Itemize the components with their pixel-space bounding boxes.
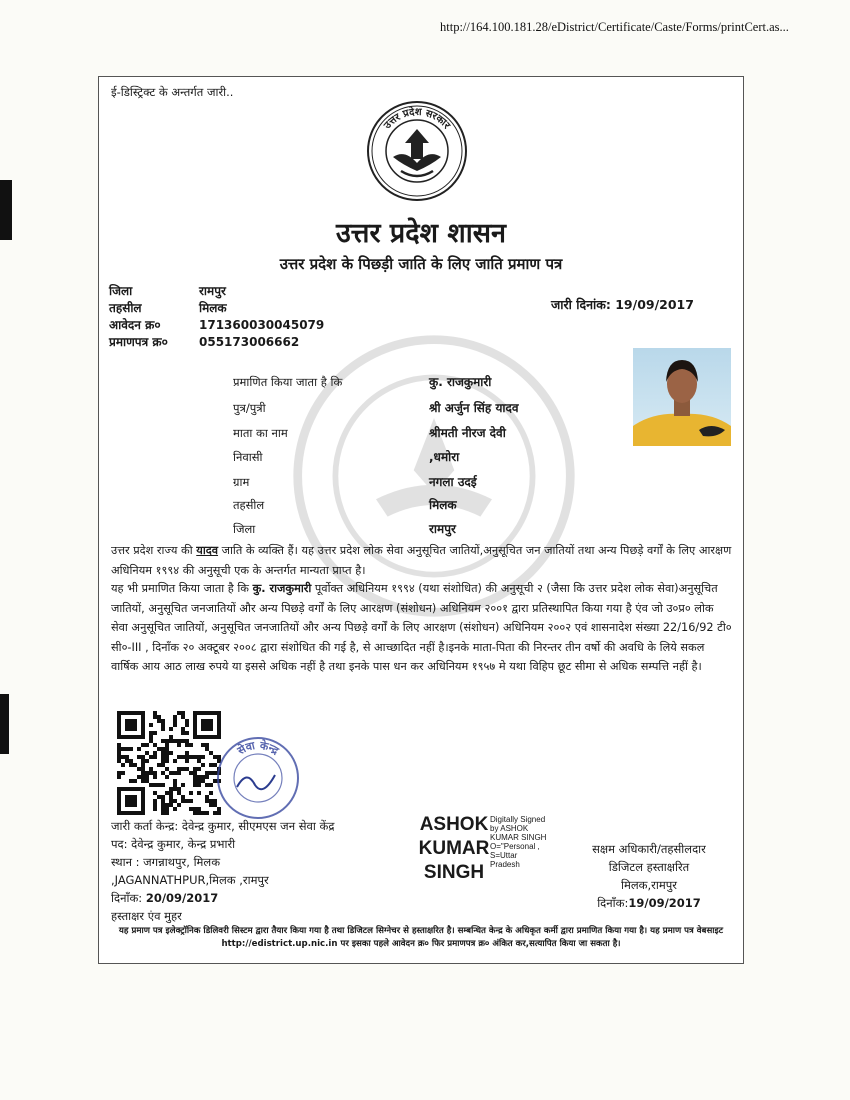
scan-edge-mark	[0, 180, 12, 240]
detail-label-mother: माता का नाम	[233, 426, 288, 440]
detail-label-certified-that: प्रमाणित किया जाता है कि	[233, 375, 343, 389]
authority-date: दिनाँक:19/09/2017	[597, 896, 701, 910]
detail-value-mother: श्रीमती नीरज देवी	[429, 426, 506, 440]
authority-place: मिलक,रामपुर	[621, 878, 677, 892]
meta-tehsil: तहसील मिलक	[109, 301, 227, 315]
certified-name: कु. राजकुमारी	[252, 582, 312, 595]
issuer-sign-label: हस्ताक्षर एंव मुहर	[111, 909, 182, 923]
detail-value-name: कु. राजकुमारी	[429, 375, 492, 389]
certificate-subheading: उत्तर प्रदेश के पिछड़ी जाति के लिए जाति प्रमाण पत्र	[279, 255, 563, 273]
issuer-center: जारी कर्ता केन्द्र: देवेन्द्र कुमार, सीएमएस जन सेवा केंद्र	[111, 819, 335, 833]
detail-value-resident: ,धमोरा	[429, 450, 460, 464]
detail-value-village: नगला उदई	[429, 475, 477, 489]
authority-title: सक्षम अधिकारी/तहसीलदार	[592, 842, 706, 856]
detail-label-tehsil: तहसील	[233, 498, 265, 512]
meta-certificate-number: प्रमाणपत्र क्र० 055173006662	[109, 335, 300, 349]
applicant-photo	[633, 348, 731, 446]
certificate-heading: उत्तर प्रदेश शासन	[336, 218, 506, 249]
digital-signature-details: Digitally Signed by ASHOK KUMAR SINGH O="Personal , S=Uttar Pradesh	[490, 815, 547, 869]
print-url: http://164.100.181.28/eDistrict/Certificate/Caste/Forms/printCert.as...	[440, 20, 789, 34]
detail-value-father: श्री अर्जुन सिंह यादव	[429, 401, 519, 415]
detail-label-village: ग्राम	[233, 475, 250, 489]
issuer-address: ,JAGANNATHPUR,मिलक ,रामपुर	[111, 873, 269, 887]
caste-statement: उत्तर प्रदेश राज्य की यादव जाति के व्यक्ति हैं। यह उत्तर प्रदेश लोक सेवा अनुसूचित जातियों,अनुसूचित जन जातियों तथा अन्य पिछड़े वर्गों के लिए आरक्षण अधिनियम १९९४ की अनुसूची एक के अन्तर्गत मान्यता प्राप्त है।	[111, 544, 732, 577]
issue-date: जारी दिनांक: 19/09/2017	[551, 297, 694, 312]
scan-edge-mark	[0, 694, 9, 754]
issuer-place: स्थान : जगन्नाथपुर, मिलक	[111, 855, 221, 869]
issuer-designation: पद: देवेन्द्र कुमार, केन्द्र प्रभारी	[111, 837, 236, 851]
issued-under-label: ई-डिस्ट्रिक्ट के अन्तर्गत जारी..	[111, 85, 234, 99]
detail-label-district: जिला	[233, 522, 256, 536]
applicant-portrait-icon	[633, 348, 731, 446]
detail-value-tehsil: मिलक	[429, 498, 457, 512]
verification-footer: यह प्रमाण पत्र इलेक्ट्रॉनिक डिलिवरी सिस्टम द्वारा तैयार किया गया है तथा डिजिटल सिग्नेचर से हस्ताक्षरित है। सम्बन्धित केन्द्र के अधिकृत कर्मी द्वारा प्रमाणित किया गया है। यह प्रमाण पत्र वेबसाइट http://edistrict.up.nic.in पर इसका पहले आवेदन क्र० फिर प्रमाणपत्र क्र० अंकित कर,सत्यापित किया जा सकता है।	[118, 926, 724, 949]
up-government-emblem-icon	[365, 99, 469, 203]
qr-code	[117, 711, 221, 815]
detail-value-district: रामपुर	[429, 522, 456, 536]
digital-signature-name: ASHOK KUMAR SINGH	[418, 814, 490, 883]
meta-district: जिला रामपुर	[109, 284, 226, 298]
detail-label-resident: निवासी	[233, 450, 263, 464]
issuer-date: दिनाँक: 20/09/2017	[111, 891, 219, 905]
detail-label-son-daughter: पुत्र/पुत्री	[233, 401, 266, 415]
svg-text:सेवा केन्द्र: सेवा केन्द्र	[235, 738, 282, 758]
svg-text:उत्तर प्रदेश सरकार: उत्तर प्रदेश सरकार	[382, 106, 452, 132]
certificate-sheet	[98, 76, 744, 964]
certification-statement: यह भी प्रमाणित किया जाता है कि कु. राजकुमारी पूर्वोक्त अधिनियम १९९४ (यथा संशोधित) की अनुसूची २ (जैसा कि उत्तर प्रदेश लोक सेवा)अनुसूचित जातियों, अनुसूचित जनजातियों और अन्य पिछड़े वर्गों के लिए आरक्षण (संशोधन) अधिनियम २००१ द्वारा प्रतिस्थापित किया गया है एंव जो उ०प्र० लोक सेवा अनुसूचित जातियों, अनुसूचित जनजातियों और अन्य पिछड़े वर्गों के लिए आरक्षण (संशोधन) अधिनियम २००२ एवं शासनादेश संख्या 22/16/92 टी० सी०-III , दिनाँक २० अक्टूबर २००८ द्वारा संशोधित की गई है, से आच्छादित नहीं है।इनके माता-पिता की निरन्तर तीन वर्षो की अवधि के लिये सकल वार्षिक आय आठ लाख रुपये या इससे अधिक नहीं है तथा इनके पास धन कर अधिनियम १९५७ मे यथा विहिप छूट सीमा से अधिक सम्पत्ति नहीं है।	[111, 582, 732, 673]
meta-application-number: आवेदन क्र० 171360030045079	[109, 318, 325, 332]
center-stamp-icon	[215, 735, 301, 821]
caste-name: यादव	[196, 544, 219, 557]
authority-digitally-signed: डिजिटल हस्ताक्षरित	[608, 860, 690, 874]
